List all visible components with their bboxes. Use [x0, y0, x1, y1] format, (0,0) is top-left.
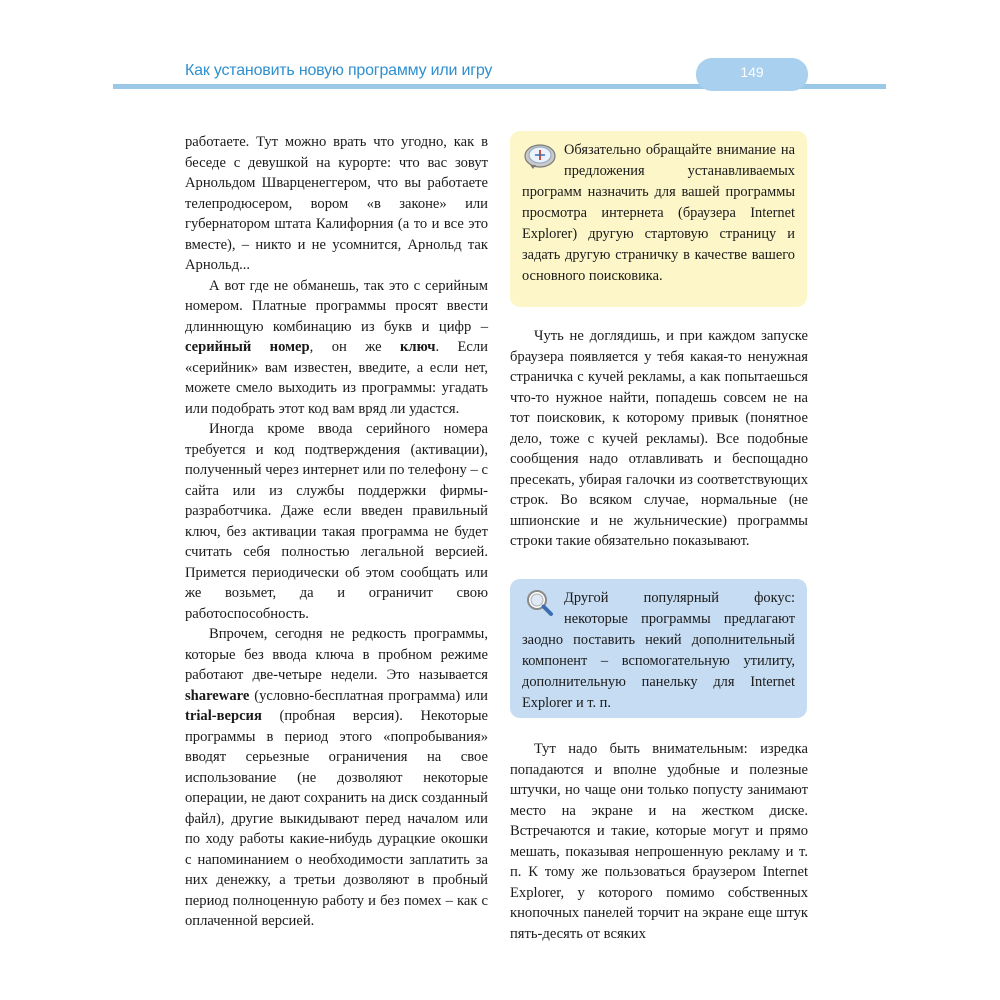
tip-note — [510, 579, 807, 718]
paragraph: А вот где не обманешь, так это с серийным номером. Платные программы просят ввести длиннющую комбинацию из букв и цифр – серийный номер, он же ключ. Если «серийник» вам известен, введите, а если нет, можете смело выходить из программы: угадать или подобрать этот код вам вряд ли удастся. — [185, 277, 488, 417]
left-column — [185, 132, 488, 932]
paragraph: работаете. Тут можно врать что угодно, как в беседе с девушкой на курорте: что вас зовут Арнольдом Шварценеггером, что вы работаете телепродюсером, вором «в законе» или губернатором штата Калифорния (а то и все это вместе), – никто и не усомнится, Арнольд так Арнольд... — [185, 134, 488, 273]
warning-note — [510, 131, 807, 307]
paragraph: Тут надо быть внимательным: изредка попадаются и вполне удобные и полезные штучки, но чаще они только попусту занимают место на экране и на жестком диске. Встречаются и такие, которые могут и прямо мешать, показывая непрошенную рекламу и т. п. К тому же пользоваться браузером Internet Explorer, у которого помимо собственных кнопочных панелей торчит на экране еще штук пять-десять от всяких — [510, 741, 808, 942]
warning-icon — [522, 140, 558, 170]
right-column-block — [510, 326, 808, 552]
magnifier-icon — [522, 588, 558, 618]
term-shareware: shareware — [185, 687, 250, 704]
term-serial-number: серийный номер — [185, 339, 310, 355]
page-number-tab — [696, 58, 808, 91]
paragraph: Чуть не доглядишь, и при каждом запуске браузера появляется у тебя какая-то ненужная страничка с кучей рекламы, а как попытаешься что-то нужное найти, попадешь совсем не на тот поисковик, к которому привык (понятное дело, тоже с кучей рекламы). Все подобные сообщения надо отлавливать и беспощадно пресекать, убирая галочки из соответствующих строк. Во всяком случае, нормальные (не шпионские и не жульнические) программы строки такие обязательно показывают. — [510, 328, 808, 549]
paragraph: Впрочем, сегодня не редкость программы, которые без ввода ключа в пробном режиме работают две-четыре недели. Это называется shareware (условно-бесплатная программа) или trial-версия (пробная версия). Некоторые программы в период этого «попробывания» вводят серьезные ограничения на свое использование (не дозволяют некоторые операции, не дают сохранить на диск созданный файл), другие выкидывают перед началом или по ходу работы какие-нибудь дурацкие окошки с напоминанием о необходимости заплатить за них денежку, а третьи дозволяют в пробный период полноценную работу и без помех – как с оплаченной версией. — [185, 626, 488, 929]
warning-note-text: Обязательно обращайте внимание на предложения устанавливаемых программ назначить для вашей программы просмотра интернета (браузера Internet Explorer) другую стартовую страницу и задать другую страничку в качестве вашего основного поисковика. — [522, 142, 795, 284]
paragraph: Иногда кроме ввода серийного номера требуется и код подтверждения (активации), полученный через интернет или по телефону – с сайта или из службы поддержки фирмы-разработчика. Даже если введен правильный ключ, без активации такая программа не будет считать себя полностью легальной версией. Примется периодически об этом сообщать или же возьмет, да и ограничит свою работоспособность. — [185, 421, 488, 622]
tip-note-text: Другой популярный фокус: некоторые программы предлагают заодно поставить некий дополнительный компонент – вспомогательную утилиту, дополнительную панельку для Internet Explorer и т. п. — [522, 590, 795, 711]
term-trial: trial-версия — [185, 708, 262, 724]
term-key: ключ — [400, 339, 436, 355]
right-column-block — [510, 739, 808, 944]
page-number: 149 — [740, 64, 764, 80]
chapter-title: Как установить новую программу или игру — [185, 62, 493, 79]
